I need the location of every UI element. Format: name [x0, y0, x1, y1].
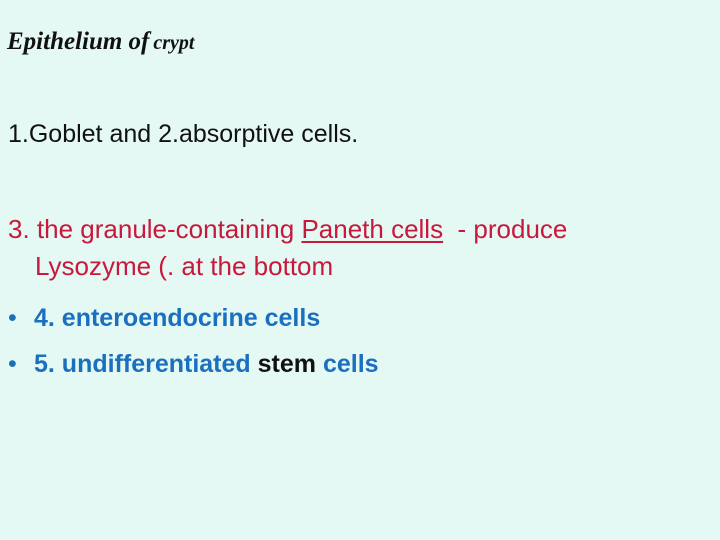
slide-title: [7, 28, 194, 56]
paneth-prefix: 3. the granule-containing: [8, 214, 302, 244]
enteroendocrine-item-text: 4. enteroendocrine cells: [34, 304, 321, 332]
cells-text: cells: [322, 350, 379, 378]
cell-types-line: 1.Goblet and 2.absorptive cells.: [8, 120, 359, 148]
undifferentiated-text: 5. undifferentiated: [34, 350, 251, 378]
list-item: [8, 341, 379, 387]
paneth-suffix: - produce: [443, 214, 568, 244]
bullet-icon: •: [8, 350, 17, 378]
bullet-icon: •: [8, 304, 17, 332]
list-item: [8, 295, 379, 341]
paneth-cells-underlined: Paneth cells: [301, 214, 444, 244]
title-main-text: Epithelium of: [7, 28, 150, 55]
bullet-list: [8, 295, 379, 387]
paneth-second-line: Lysozyme (. at the bottom: [35, 251, 334, 281]
stem-text: stem: [257, 350, 317, 378]
title-small-text: crypt: [153, 32, 195, 54]
paneth-paragraph: [8, 211, 708, 285]
